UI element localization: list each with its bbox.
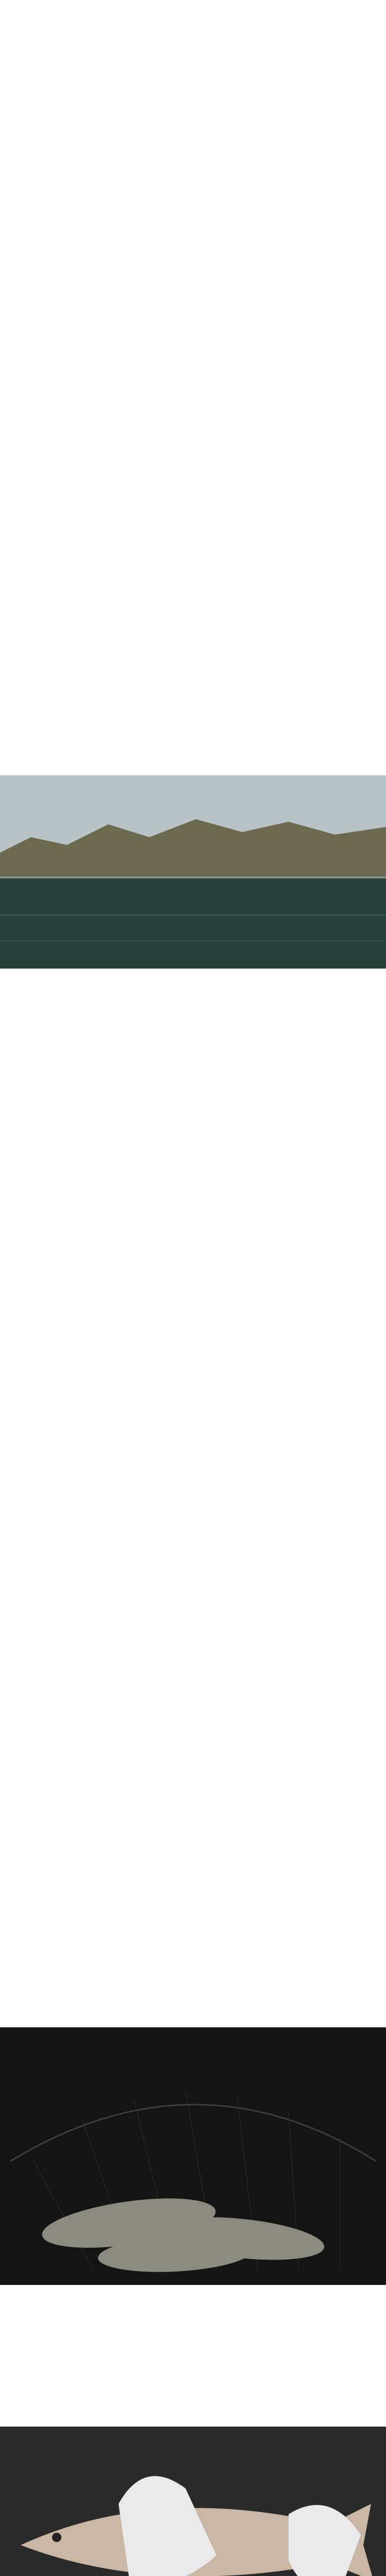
fishing-pond-image [0,775,386,969]
fish-in-net-image [0,2027,386,2285]
fishing-pond-photo [0,775,386,969]
fish-in-net-photo [0,2027,386,2285]
trout-in-hands-photo [0,2427,386,2576]
trout-in-hands-image [0,2427,386,2576]
